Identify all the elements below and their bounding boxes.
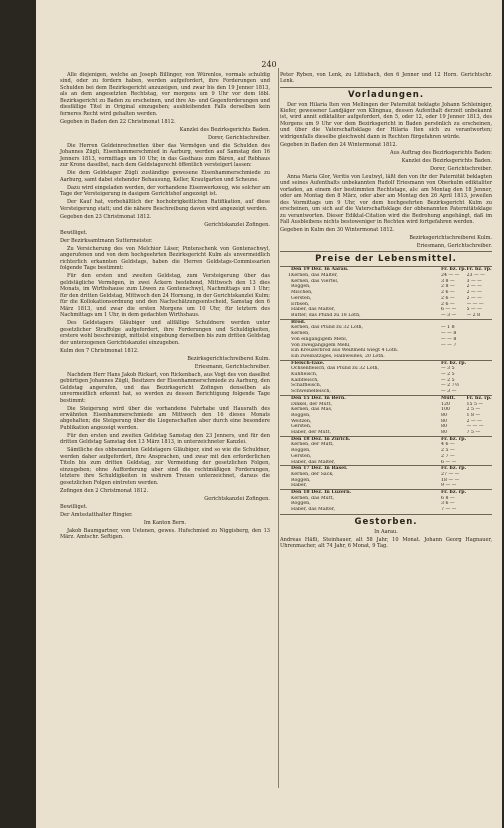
notice-paragraph: Zu Versicherung des von Melchior Läser, Pintenschenk von Gontenschwyl, angerufenen und von dem hochgeehrten Bezirksgericht Kulm als unvermeidlich richterlich erkannten Geldstags, haben die Herren Geldstags-Commissarien folgende Tage bestimmt: — [60, 246, 270, 272]
price-value-b: — — — — [466, 301, 484, 307]
notice-paragraph: Nachdem Herr Hans Jakob Rickart, von Rickenbach, aus Vogt des von daselbst gebürtigen Johannes Zügli, Besitzers der Eisenhammerschmiede zu Aarburg, den Geldstag angerufen, und das Bezirksgericht Zofingen denselben als unvermeidlich erkennt hat, so werden zu dessen Berichtigung folgende Tage bestimmt: — [60, 371, 270, 404]
price-value-a: 3 6 — — [441, 501, 455, 507]
notice-paragraph: Zofingen den 2 Christmonat 1812. — [60, 487, 149, 494]
page-number: 240 — [261, 60, 277, 69]
price-item-label: Kernen, das Mäs, — [291, 407, 333, 413]
notice-paragraph: Bewilliget. — [60, 229, 88, 236]
price-value-a: 6 — — — [441, 307, 457, 313]
notice-paragraph: Jakob Baumgartner, von Uetenen, gewes. Hufschmied zu Niggisberg, den 13 März. Amtschr. Seftigen. — [60, 528, 270, 541]
price-value-a: Fr. bz. rp. — [441, 436, 467, 442]
price-item-label: Den 17 Dez. In Basel. — [291, 466, 441, 472]
heading-vorladungen: Vorladungen. — [347, 89, 425, 100]
price-value-a: 2 6 — — [441, 290, 455, 296]
price-item-label: Roggen, — [291, 412, 311, 418]
section-rule — [280, 514, 492, 515]
price-item-label: Ein zweibatziges, Halbweißes, 20 Loth. — [291, 353, 385, 359]
price-value-b — [467, 507, 493, 513]
price-value-a: 120 — [441, 401, 450, 407]
price-item-label: Von zweigängigem Mehl, — [291, 342, 351, 348]
price-item-label: Haber, das Malter, — [291, 507, 336, 513]
right-notices-top — [280, 72, 492, 85]
price-value-b: 2 — — — [466, 284, 482, 290]
price-item-label: Ochsenfleisch, das Pfund zu 32 Loth, — [291, 366, 379, 372]
notice-paragraph: Dorer, Gerichtschreiber. — [207, 134, 270, 141]
price-item-label: Kernen, — [291, 331, 310, 337]
notice-paragraph: Gerichtskanzlei Zofingen. — [204, 495, 270, 502]
section-rule — [280, 251, 492, 252]
price-item-label: Kalbfleisch, — [291, 377, 319, 383]
price-value-a: — 1 8 — [441, 325, 455, 331]
price-value-a: 27 — — — [441, 471, 460, 477]
right-column — [280, 72, 492, 551]
price-item-label: Schweinefleisch, — [291, 389, 331, 395]
price-item-label: Roggen, — [291, 284, 311, 290]
price-value-a: 80 — [441, 418, 447, 424]
column-divider — [278, 68, 279, 788]
notice-paragraph: Eriesmann, Gerichtschreiber. — [416, 243, 492, 250]
price-row-number: 1 — [288, 273, 291, 279]
notice-paragraph: Bewilliget. — [60, 503, 88, 510]
price-item-label: Haber, das Malter, — [291, 459, 336, 465]
price-item-label: Kernen, das Viertel, — [291, 278, 339, 284]
left-column — [60, 72, 270, 543]
notice-paragraph: Der von Hilaria Iten von Mellingen der Paternität beklagte Johann Schleiniger, Kiefer, gewesener Landjäger von Klingnau, dessen Aufenthalt derzeit unbekannt ist, wird annit ediktaliter aufgefordert, den 5, oder 12, oder 19 Jenner 1813, des Morgens um 9 Uhr vor dem Bezirksgericht in Baden persönlich zu erscheinen, und über die Vaterschaftsklage der Hilaria Iten sich zu verantworten; widrigenfalls dieselbe gleichwohl dann in Rechten fürgefahren würde. — [280, 101, 492, 140]
price-value-a: 6 8 — — [441, 495, 455, 501]
price-value-a: Fr. bz. rp. — [441, 360, 467, 366]
price-item-label: Gersten, — [291, 453, 312, 459]
notice-paragraph: Für den ersten und zweiten Geldstag, zum Versteigerung über das geldstägliche Vermögen, in zwei Äckern bestehend, Mittwoch den 13 dies Monats, im Wirthshause zum Löwen zu Gontenschwyl, Nachmittags um 1 Uhr; für den dritten Geldstag, Mittwoch den 24 Hornung, in der Gerichtskanzlei Kulm; für die Kollokationsordnung und den Nachschätzungsentscheid, Samstag den 6 März 1813, und zwar die ersten Morgens um 10 Uhr, für letztern des Nachmittags um 1 Uhr, in dem gedachten Wirthshaus. — [60, 273, 270, 319]
notice-paragraph: Die dem Geldstager Zügli zuständige gewesene Eisenhammerschmiede zu Aarburg, samt dabei stehender Behausung, Keller, Krautgarten und Scheune. — [60, 170, 270, 183]
price-item-label: Haber, das Malter, — [291, 307, 336, 313]
price-item-label: Erbsen, — [291, 301, 310, 307]
price-value-b: — — — — [466, 424, 484, 430]
price-value-a: — 3 — — [441, 389, 457, 395]
price-item-label: Den 18 Dez. In Zürich. — [291, 436, 441, 442]
notice-paragraph: Der Amtsstatthalter Ringier. — [60, 511, 133, 518]
notice-paragraph: Kanzlei des Bezirksgerichts Baden. — [401, 157, 492, 164]
price-value-a: 80 — [441, 430, 447, 436]
heading-gestorben: Gestorben. — [354, 516, 418, 527]
notice-paragraph: Dazu wird eingeladen werden, der vorhandene Eisenwerkzeug, wie solcher am Tage der Versteigerung in dasigem Gerichtshof angezeigt ist. — [60, 184, 270, 198]
price-value-a: — 3 — — [441, 312, 457, 318]
price-value-a: 24 — — — [441, 273, 460, 279]
price-value-a: — — 8 — [441, 331, 457, 337]
notice-paragraph: Bezirksgerichtschreiberei Kulm. — [187, 355, 270, 362]
notice-paragraph: Peter Ryben, von Lenk, zu Littisbach, den 6 Jenner und 12 Horn. Gerichtschr. Lenk. — [280, 72, 492, 85]
price-value-a: — 3 5 — [441, 366, 455, 372]
notice-paragraph: Aus Auftrag des Bezirksgerichts Baden: — [389, 149, 492, 156]
notice-paragraph: Sämtliche des obbenannten Geldstagers Gläubiger, sind so wie die Schuldner, werden daher aufgefordert, ihre Ansprachen, und zwar mit den erforderlichen Titeln bis zum dritten Geldstag, zur Vermeidung der gesetzlichen Folgen, einzugeben; ohne Aufforderung aber sind die rechtmäßigen Forderungen, letztere ihre Schuldigkeiten in wahrem Treuen unterzeichnet, daraus die gesetzlichen Folgen eintreten werden. — [60, 447, 270, 486]
price-value-b: — 2 8 — [466, 312, 481, 318]
price-value-a: — 2 7½ — [441, 383, 460, 389]
price-item-label: Den 18 Dez. In Luzern. — [291, 490, 441, 496]
notice-paragraph: Kanzlei des Bezirksgerichts Baden. — [179, 126, 270, 133]
notice-paragraph: Für den ersten und zweiten Geldstag Samstag den 23 Jenners, und für den dritten Geldstag Samstag den 13 März 1813, in unterzeichneter Kanzlei. — [60, 432, 270, 446]
price-value-a: — — 7 — [441, 342, 457, 348]
price-value-a: — 2 5 — [441, 377, 455, 383]
notice-paragraph: Die Herren Geldeinrechnetten über das Vermögen und die Schulden des Johannes Zügli, Eisenhammerschmied in Aarburg, werden auf Samstag den 16 Jenners 1813, vormittags um 10 Uhr, in das Gasthaus zum Bären, auf Rebhaus zur Krone daselbst, nach dem Geldstagsrecht öffentlich versteigert lassen: — [60, 142, 270, 169]
price-item-label: Haber, der Mütt, — [291, 430, 331, 436]
notice-paragraph: Gegeben den 23 Christmonat 1812. — [60, 213, 152, 220]
price-value-b: 2 — — — [466, 418, 482, 424]
notice-paragraph: Gerichtskanzlei Zofingen. — [204, 221, 270, 228]
notice-paragraph: Alle diejenigen, welche an Joseph Billinger, von Würenlos, vormals schuldig sind, oder zu fordern haben, werden aufgefordert, ihre Forderungen und Schulden bei dem Bezirksgericht anzuzeigen, und zwar bis den 19 Jenner 1813, als an dem angesetzten Rechtstag, vor morgens um 9 Uhr vor dem löbl. Bezirksgericht zu Baden zu erscheinen, und ihre An- und Gegenforderungen und diesfällige Titel in Original einzugeben; ausbleibenden Falls derselben kein ferneres Recht wird gehalten werden. — [60, 72, 270, 117]
price-value-a: — 2 5 — [441, 372, 455, 378]
price-value-b: 15 5 — — [466, 401, 484, 407]
price-value-a: 80 — [441, 424, 447, 430]
price-item-label: Weitzen, — [291, 418, 312, 424]
section-rule — [280, 87, 492, 88]
notice-paragraph: Des Geldstagers Gläubiger und allfällige Schuldnere werden unter gesetzlicher Straffolge aufgefordert, ihre Forderungen und Schuldigkeiten, erstere wohl beschreinigt, mittelst eingebung derselben bis zum dritten Geldstag der unterzogenen Gerichtskanzlei einzugeben. — [60, 320, 270, 346]
price-item-label: Haber, — [291, 483, 307, 489]
price-item-label: Von eingängigem Mehl, — [291, 336, 348, 342]
price-value-a: 18 — — — [441, 477, 460, 483]
death-notice-line: In Aarau. — [374, 528, 398, 535]
price-value-b: 3 — — — [466, 278, 482, 284]
death-notice-line: Andreas Häfli, Steinhauer, alt 58 Jahr, 10 Monat. Johann Georg Hagnauer, Uhrenmacher, alt 74 Jahr, 6 Monat, 9 Tag. — [280, 536, 492, 550]
price-value-b: 23 — — — [466, 273, 485, 279]
price-value-a: Fr. bz. rp. — [441, 490, 467, 496]
price-item-label: Kernen, das Malter, — [291, 273, 338, 279]
price-item-label: Den 15 Dez. In Bern. — [291, 395, 441, 401]
price-item-label: Roggen, — [291, 448, 311, 454]
price-item-label: Gersten, — [291, 295, 312, 301]
price-item-label: Schaffleisch, — [291, 383, 322, 389]
price-value-a: 2 8 — — [441, 284, 455, 290]
price-item-label: Brod. — [291, 319, 441, 325]
price-table — [280, 266, 492, 513]
price-item-label: Den 19 Dez. In Aarau. — [291, 267, 441, 273]
price-item-label: Dinkel, der Mütt, — [291, 401, 332, 407]
price-value-a: 2 6 — — [441, 295, 455, 301]
price-value-a: Fr. bz. rp. — [441, 466, 467, 472]
notice-paragraph: Anna Maria Glor, Veritis von Leutwyl, läßt den von ihr der Paternität beklagten und seines Aufenthalts unbekannten Rudolf Eriesmann von Oberkulm ediktaliter vorladen, an einem der bestimmten Rechtstage, als: am Montag den 18 Jenner, oder am Montag den 8 März, oder aber am Montag den 26 April 1813, jeweilen des Vormittags um 9 Uhr, vor dem hochgeehrten Bezirksgericht Kulm zu erscheinen, um sich auf die Vaterschaftsklage der obbenannten Paternitätsklage zu verantworten. Dieser Ediktal-Citation wird die Bedrohung angehängt, daß im Fall Ausbleibens nichts bestoweniger in Rechten wird fortgefahren werden. — [280, 174, 492, 226]
notice-paragraph: Die Steigerung wird über die vorhandene Fahrhabe und Hausrath des erwähnten Eisenhammerschmiede am Mittwoch den 16 dieses Monats abgehalten; die Steigerung über die Liegenschaften aber durch eine besondere Publikation angezeigt werden. — [60, 405, 270, 431]
price-value-b: 2 — — — [466, 295, 482, 301]
notice-paragraph: Eriesmann, Gerichtschreiber. — [194, 363, 270, 370]
price-item-label: Butter, das Pfund zu 18 Loth, — [291, 312, 361, 318]
notice-paragraph: Der Kauf hat, vorbehältlich der hochobrigkeitlichen Ratifikation, auf diese Versteigerung statt; und die nähere Beschreibung davon wird angezeigt werden. — [60, 199, 270, 212]
notice-paragraph: Gegeben in Baden den 24 Wintermonat 1812. — [280, 141, 398, 148]
price-value-b: 2 5 — — [466, 407, 481, 413]
price-value-b: Fr. bz. rp. — [466, 395, 492, 401]
price-value-a: 4 6 — — [441, 442, 455, 448]
price-value-b: 1 8 — — [466, 412, 481, 418]
price-row — [280, 507, 492, 513]
price-item-label: Kernen, das Pfund zu 32 Loth, — [291, 325, 364, 331]
price-item-label: Fleisch-Taxe. — [291, 360, 441, 366]
notice-paragraph: Dorer, Gerichtschreiber. — [429, 165, 492, 172]
price-row-number — [280, 507, 291, 513]
price-item-label: Roggen, — [291, 501, 311, 507]
price-item-label: Kernen, der Sack, — [291, 471, 334, 477]
death-notices — [280, 529, 492, 550]
price-item-label: Kernen, der Mütt, — [291, 442, 334, 448]
price-value-a: 80 — [441, 412, 447, 418]
notice-paragraph: Gegeben in Baden den 22 Christmonat 1812. — [60, 118, 176, 125]
price-value-a: Mütt. — [441, 395, 467, 401]
price-value-a: — — 8 — [441, 336, 457, 342]
notice-paragraph: Bezirksgerichtschreiberei Kulm. — [409, 235, 492, 242]
price-item-label: Ein Kreuzerbrod aus Weißmehl wiegt 4 Loth. — [291, 348, 399, 354]
price-value-a: 2 7 — — [441, 453, 455, 459]
price-value-a: 9 — — — [441, 483, 457, 489]
price-value-a: 100 — [441, 407, 450, 413]
price-item-label: Kuhfleisch, — [291, 372, 318, 378]
price-value-a: 3 8 — — [441, 278, 455, 284]
price-value-a: 6 — — — [441, 459, 457, 465]
notice-paragraph: Kulm den 7 Christmonat 1812. — [60, 347, 139, 354]
notice-paragraph: Im Kanton Bern. — [143, 519, 187, 526]
notice-paragraph: Der Bezirksamtmann Suttermeister. — [60, 237, 153, 244]
price-value-a: 7 — — — [441, 507, 457, 513]
price-item-label: Mischen, — [291, 290, 313, 296]
price-item-label: Roggen, — [291, 477, 311, 483]
price-item-label: Kernen, das Mütt, — [291, 495, 334, 501]
price-value-b: 2 — — — [466, 290, 482, 296]
heading-preise: Preise der Lebensmittel. — [315, 254, 457, 265]
price-value-a: 2 5 — — [441, 448, 455, 454]
price-value-b: 5 — — — [466, 307, 482, 313]
price-value-b: Fr. bz. rp. — [466, 267, 492, 273]
notice-paragraph: Gegeben in Kulm den 30 Wintermonat 1812. — [280, 227, 395, 234]
price-value-a: Fr. bz. rp. — [441, 267, 467, 273]
newspaper-page — [36, 0, 502, 828]
price-value-a: 2 6 — — [441, 301, 455, 307]
vorladungen-notices — [280, 102, 492, 250]
price-value-b: 7 5 — — [466, 430, 481, 436]
price-item-label: Gersten, — [291, 424, 312, 430]
